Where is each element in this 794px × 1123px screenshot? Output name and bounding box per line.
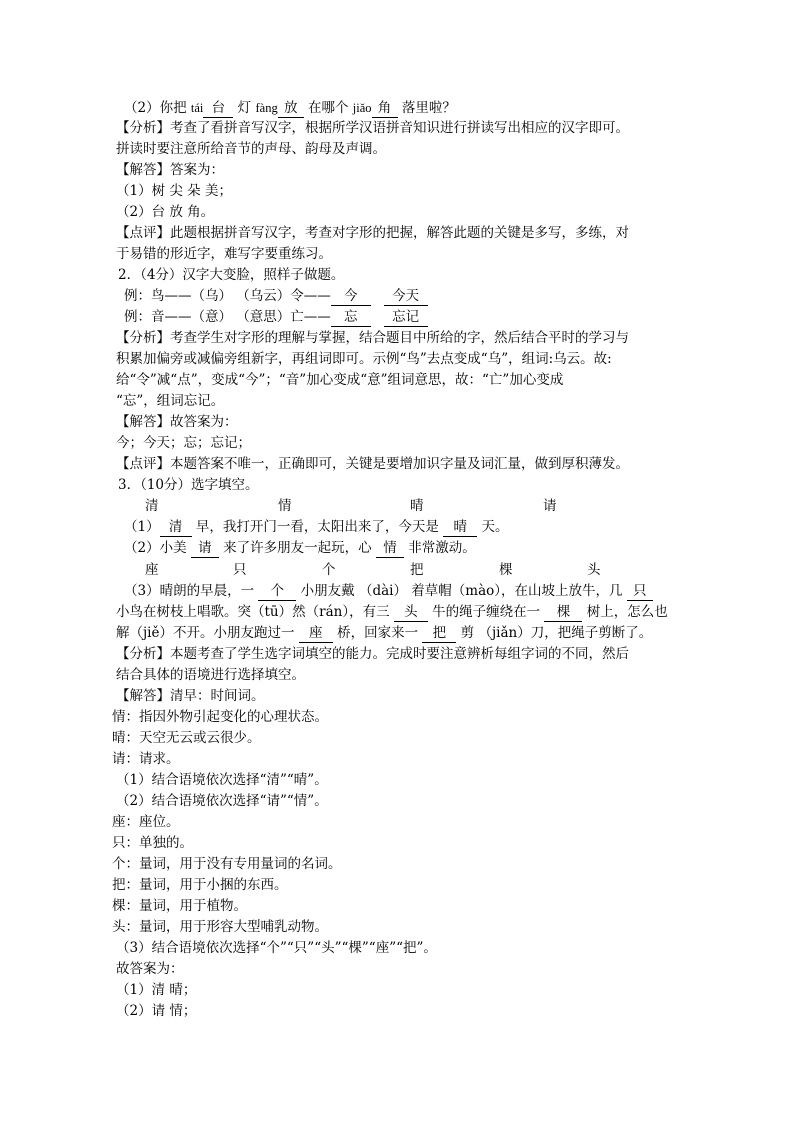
analysis-text: “忘”，组词忘记。 <box>116 393 225 409</box>
answer-blank: 座 <box>299 624 333 643</box>
analysis-text: 积累加偏旁或减偏旁组新字，再组词即可。示例“鸟”去点变成“乌”，组词:乌云。故: <box>116 351 612 367</box>
word-choice: 把 <box>410 562 424 578</box>
answer-blank: 把 <box>422 624 456 643</box>
word-choice: 棵 <box>499 562 513 578</box>
sentence-3-line-2: 小鸟在树枝上唱歌。突（tū）然（rán），有三 头 牛的绳子缠绕在一 棵 树上，怎么也 <box>116 604 668 620</box>
answer-text: （2）请 情； <box>116 1003 197 1019</box>
word-choice: 个 <box>322 562 336 578</box>
sentence-3-line-1: （3）晴朗的早晨，一 个 小朋友戴 （dài） 着草帽（mào），在山坡上放牛，几 只 <box>124 581 653 601</box>
answer-blank: 放 <box>278 99 304 118</box>
answer-blank: 只 <box>627 582 653 601</box>
answer-blank: 角 <box>372 99 398 118</box>
definition-line: 请：请求。 <box>112 751 180 767</box>
analysis-text: 【分析】考查学生对字形的理解与掌握，结合题目中所给的字，然后结合平时的学习与 <box>116 330 629 346</box>
answer-blank: 个 <box>258 582 296 601</box>
definition-line: 情：指因外物引起变化的心理状态。 <box>112 709 328 725</box>
answer-heading: 【解答】故答案为： <box>116 414 238 430</box>
word-choice: 情 <box>278 498 292 514</box>
answer-blank: 头 <box>394 603 428 622</box>
answer-blank: 情 <box>376 539 404 558</box>
analysis-text: 结合具体的语境进行选择填空。 <box>116 667 305 683</box>
q1-part2-line: （2）你把 tái 台 灯 fàng 放 在哪个 jiǎo 角 落里啦？ <box>124 100 456 116</box>
comment-text: 【点评】此题根据拼音写汉字，考查对字形的把握，解答此题的关键是多写，多练，对 <box>116 225 629 241</box>
comment-text: 于易错的形近字，难写字要重练习。 <box>116 246 332 262</box>
definition-line: 晴：天空无云或云很少。 <box>112 730 261 746</box>
example-line-1: 例：鸟——（乌） （乌云）令—— 今 今天 <box>124 286 428 306</box>
word-choice: 清 <box>145 498 159 514</box>
word-choice-row-1 <box>0 496 794 516</box>
sentence-1: （1） 清 早，我打开门一看，太阳出来了，今天是 晴 天。 <box>124 519 509 535</box>
answer-blank: 晴 <box>443 518 477 537</box>
answer-text: 今；今天；忘；忘记； <box>116 435 251 451</box>
definition-line: 把：量词，用于小捆的东西。 <box>112 877 288 893</box>
definition-line: 座：座位。 <box>112 814 180 830</box>
answer-blank: 忘记 <box>384 308 428 327</box>
answer-text: （3）结合语境依次选择“个”“只”“头”“棵”“座”“把”。 <box>116 940 437 956</box>
answer-blank: 今天 <box>384 287 428 306</box>
analysis-text: 给“令”减“点”，变成“今”；“音”加心变成“意”组词意思，故：“亡”加心变成 <box>116 372 564 388</box>
answer-text: （1）树 尖 朵 美； <box>116 183 232 199</box>
answer-blank: 忘 <box>331 308 371 327</box>
answer-heading: 【解答】清早：时间词。 <box>116 688 265 704</box>
analysis-text: 【分析】考查了看拼音写汉字，根据所学汉语拼音知识进行拼读写出相应的汉字即可。 <box>116 120 629 136</box>
answer-text: （1）结合语境依次选择“清”“晴”。 <box>116 772 328 788</box>
word-choice: 请 <box>543 498 557 514</box>
analysis-text: 拼读时要注意所给音节的声母、韵母及声调。 <box>116 141 386 157</box>
comment-text: 【点评】本题答案不唯一，正确即可，关键是要增加识字量及词汇量，做到厚积薄发。 <box>116 456 629 472</box>
question-2-title: 2．（4分）汉字大变脸，照样子做题。 <box>118 267 345 283</box>
answer-text: （2）结合语境依次选择“请”“情”。 <box>116 793 328 809</box>
sentence-2: （2）小美 请 来了许多朋友一起玩，心 情 非常激动。 <box>124 540 476 556</box>
word-choice-row-2 <box>0 560 794 580</box>
definition-line: 头：量词，用于形容大型哺乳动物。 <box>112 919 328 935</box>
answer-text: （1）清 晴； <box>116 982 197 998</box>
answer-blank: 清 <box>160 518 192 537</box>
answer-heading: 【解答】答案为： <box>116 162 224 178</box>
answer-blank: 台 <box>203 99 233 118</box>
example-line-2: 例：音——（意） （意思）亡—— 忘 忘记 <box>124 307 428 327</box>
answer-blank: 请 <box>191 539 219 558</box>
definition-line: 棵：量词，用于植物。 <box>112 898 247 914</box>
word-choice: 只 <box>233 562 247 578</box>
question-3-title: 3．（10分）选字填空。 <box>118 477 259 493</box>
answer-heading: 故答案为： <box>116 961 184 977</box>
definition-line: 个：量词，用于没有专用量词的名词。 <box>112 856 342 872</box>
answer-blank: 棵 <box>544 603 582 622</box>
word-choice: 座 <box>145 562 159 578</box>
sentence-3-line-3: 解（jiě）不开。小朋友跑过一 座 桥，回家来一 把 剪 （jiǎn）刀，把绳子剪断了。 <box>116 625 653 641</box>
word-choice: 晴 <box>410 498 424 514</box>
analysis-text: 【分析】本题考查了学生选字词填空的能力。完成时要注意辨析每组字词的不同，然后 <box>116 646 629 662</box>
definition-line: 只：单独的。 <box>112 835 193 851</box>
answer-blank: 今 <box>331 287 371 306</box>
answer-text: （2）台 放 角。 <box>116 204 215 220</box>
word-choice: 头 <box>587 562 601 578</box>
